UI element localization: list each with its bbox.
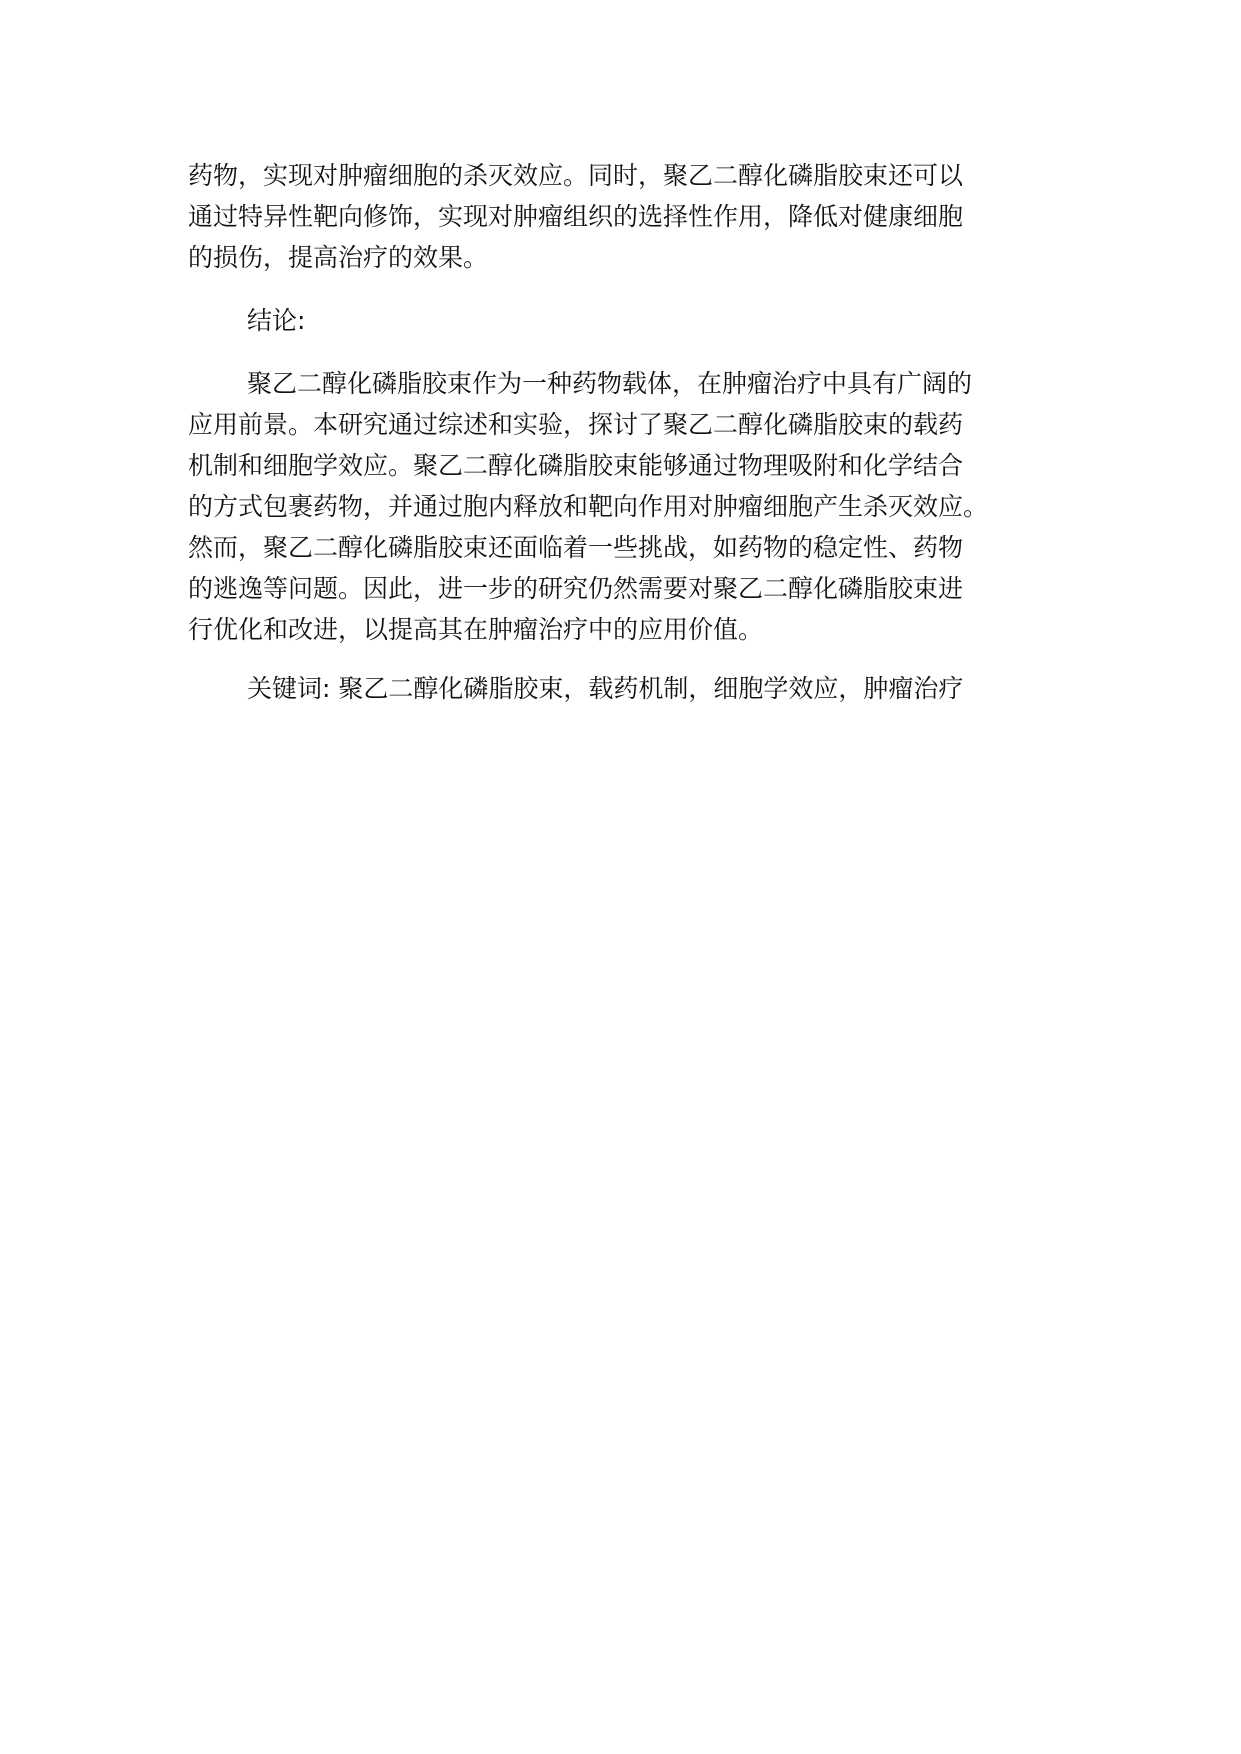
text-line: 聚乙二醇化磷脂胶束作为一种药物载体，在肿瘤治疗中具有广阔的 [247, 369, 973, 398]
keywords-text: 关键词: 聚乙二醇化磷脂胶束，载药机制，细胞学效应，肿瘤治疗 [247, 674, 964, 703]
document-body [188, 155, 1088, 709]
text-line: 药物，实现对肿瘤细胞的杀灭效应。同时，聚乙二醇化磷脂胶束还可以 [188, 161, 964, 190]
text-line: 的损伤，提高治疗的效果。 [188, 243, 489, 272]
spacer [188, 650, 1088, 668]
intro-paragraph [188, 155, 1088, 278]
heading-text: 结论: [247, 306, 306, 335]
text-line: 行优化和改进，以提高其在肿瘤治疗中的应用价值。 [188, 615, 764, 644]
spacer [188, 341, 1088, 363]
text-line: 通过特异性靶向修饰，实现对肿瘤组织的选择性作用，降低对健康细胞 [188, 202, 964, 231]
conclusion-paragraph [188, 363, 1088, 650]
keywords-paragraph [188, 668, 1088, 709]
spacer [188, 278, 1088, 300]
text-line: 的逃逸等问题。因此，进一步的研究仍然需要对聚乙二醇化磷脂胶束进 [188, 574, 964, 603]
conclusion-heading [188, 300, 1088, 341]
text-line: 的方式包裹药物，并通过胞内释放和靶向作用对肿瘤细胞产生杀灭效应。 [188, 492, 989, 521]
text-line: 应用前景。本研究通过综述和实验，探讨了聚乙二醇化磷脂胶束的载药 [188, 410, 964, 439]
text-line: 机制和细胞学效应。聚乙二醇化磷脂胶束能够通过物理吸附和化学结合 [188, 451, 964, 480]
text-line: 然而，聚乙二醇化磷脂胶束还面临着一些挑战，如药物的稳定性、药物 [188, 533, 964, 562]
